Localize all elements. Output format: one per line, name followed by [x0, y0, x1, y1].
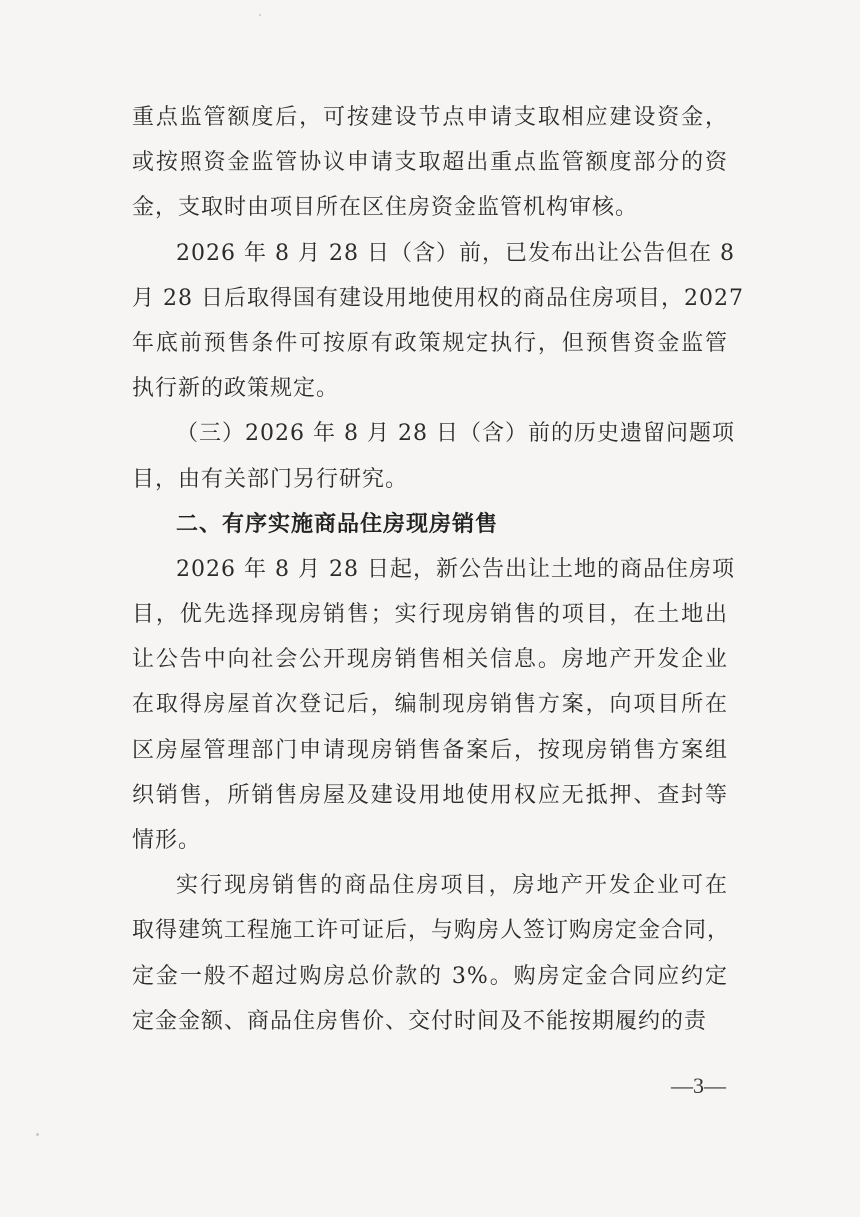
paragraph-line: 定金金额、商品住房售价、交付时间及不能按期履约的责	[132, 1008, 708, 1034]
paragraph-line: 定金一般不超过购房总价款的 3%。购房定金合同应约定	[132, 963, 728, 989]
paragraph-line: 取得建筑工程施工许可证后，与购房人签订购房定金合同，	[132, 918, 731, 944]
paragraph-line: 年底前预售条件可按原有政策规定执行，但预售资金监管	[132, 330, 728, 356]
paragraph-line: 月 28 日后取得国有建设用地使用权的商品住房项目，2027	[132, 285, 744, 311]
paragraph-line: 重点监管额度后，可按建设节点申请支取相应建设资金，	[132, 105, 728, 130]
scan-speck	[36, 1133, 39, 1136]
paragraph-line: （三）2026 年 8 月 28 日（含）前的历史遗留问题项	[176, 421, 735, 447]
paragraph-line: 执行新的政策规定。	[132, 376, 340, 402]
paragraph-line: 2026 年 8 月 28 日（含）前，已发布出让公告但在 8	[176, 240, 735, 266]
paragraph-line: 金，支取时由项目所在区住房资金监管机构审核。	[132, 195, 639, 221]
section-heading: 二、有序实施商品住房现房销售	[176, 511, 499, 537]
scan-speck	[259, 14, 261, 16]
paragraph-line: 织销售，所销售房屋及建设用地使用权应无抵押、查封等	[132, 782, 728, 808]
paragraph-line: 目，优先选择现房销售；实行现房销售的项目，在土地出	[132, 602, 728, 628]
paragraph-line: 在取得房屋首次登记后，编制现房销售方案，向项目所在	[132, 692, 728, 718]
page-number: —3—	[671, 1073, 726, 1098]
paragraph-line: 让公告中向社会公开现房销售相关信息。房地产开发企业	[132, 647, 728, 673]
paragraph-line: 或按照资金监管协议申请支取超出重点监管额度部分的资	[132, 150, 728, 176]
paragraph-line: 目，由有关部门另行研究。	[132, 466, 409, 492]
paragraph-line: 实行现房销售的商品住房项目，房地产开发企业可在	[176, 873, 728, 899]
paragraph-line: 区房屋管理部门申请现房销售备案后，按现房销售方案组	[132, 737, 728, 763]
paragraph-line: 2026 年 8 月 28 日起，新公告出让土地的商品住房项	[176, 556, 735, 582]
document-body	[132, 95, 744, 1044]
paragraph-line: 情形。	[132, 828, 202, 853]
